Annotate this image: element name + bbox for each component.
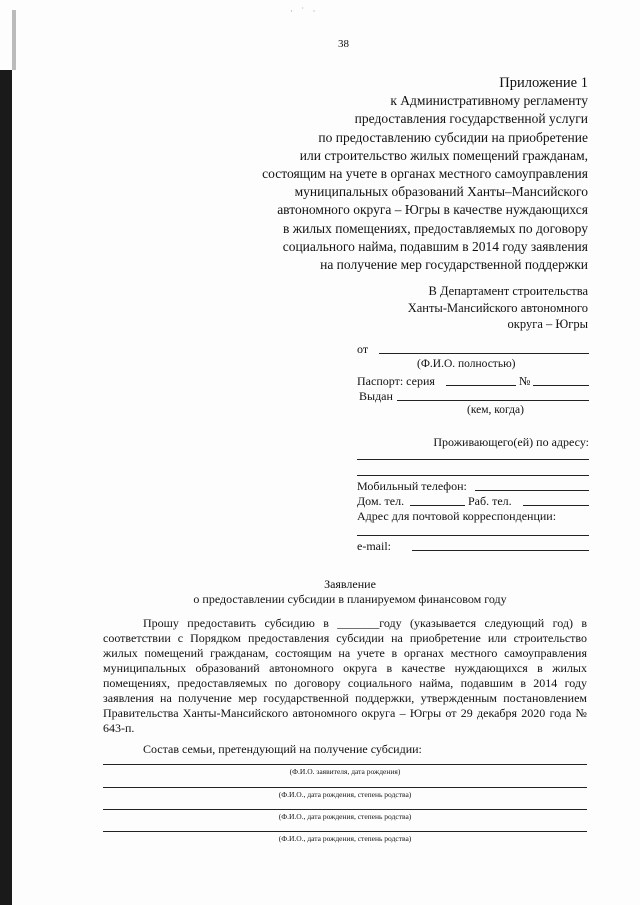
passport-series-field[interactable] xyxy=(446,374,516,386)
issued-row xyxy=(357,389,589,405)
page-number: 38 xyxy=(338,38,349,50)
scan-artifact: · ˙ · xyxy=(290,6,319,16)
family-field-member[interactable] xyxy=(103,831,587,832)
fio-hint: (Ф.И.О. полностью) xyxy=(417,358,516,370)
statement-body xyxy=(103,616,587,736)
family-field-member[interactable] xyxy=(103,809,587,810)
email-field[interactable] xyxy=(412,539,589,551)
scan-binding-edge xyxy=(0,70,12,905)
statement-paragraph: Прошу предоставить субсидию в _______году (указывается следующий год) в соответствии с Порядком предоставления субсидии на приобретение или строительство жилых помещений гражданам, состоящим на учете в органах местного самоуправления муниципальных образований автономного округа в качестве нуждающихся в жилых помещениях, предоставляемых по договору социального найма, подавшим в 2014 году заявления на получение мер государственной поддержки, утвержденным постановлением Правительства Ханты-Мансийского автономного округа – Югры от 29 декабря 2020 года № 643-п. xyxy=(103,616,587,735)
issued-field[interactable] xyxy=(397,389,589,401)
postal-field[interactable] xyxy=(357,524,589,536)
appendix-line: или строительство жилых помещений гражданам, xyxy=(299,147,588,163)
family-label: Состав семьи, претендующий на получение субсидии: xyxy=(143,742,422,756)
passport-row xyxy=(357,374,589,390)
address-field-2[interactable] xyxy=(357,464,589,476)
work-phone-field[interactable] xyxy=(523,494,589,506)
appendix-title: Приложение 1 xyxy=(499,75,588,91)
statement-heading xyxy=(90,577,610,607)
issued-label: Выдан xyxy=(359,389,393,403)
passport-number-label: № xyxy=(519,374,531,388)
appendix-line: на получение мер государственной поддержки xyxy=(320,257,588,273)
email-row xyxy=(357,539,589,555)
family-caption: (Ф.И.О., дата рождения, степень родства) xyxy=(278,812,412,821)
addressee-block xyxy=(328,283,588,333)
address-label: Проживающего(ей) по адресу: xyxy=(433,435,589,449)
work-phone-label: Раб. тел. xyxy=(468,494,512,508)
mobile-row xyxy=(357,479,589,495)
email-label: e-mail: xyxy=(357,539,391,553)
appendix-line: по предоставлению субсидии на приобретение xyxy=(318,129,588,145)
family-field-member[interactable] xyxy=(103,787,587,788)
family-caption: (Ф.И.О., дата рождения, степень родства) xyxy=(278,790,412,799)
from-label: от xyxy=(357,342,369,356)
scan-binding-mark xyxy=(12,10,16,70)
family-field-applicant[interactable] xyxy=(103,764,587,765)
appendix-line: предоставления государственной услуги xyxy=(354,111,588,127)
mobile-field[interactable] xyxy=(475,479,589,491)
issued-hint: (кем, когда) xyxy=(467,404,524,416)
family-caption: (Ф.И.О., дата рождения, степень родства) xyxy=(278,834,412,843)
appendix-line: к Административному регламенту xyxy=(390,93,588,109)
home-phone-field[interactable] xyxy=(410,494,465,506)
phones-row xyxy=(357,494,589,510)
addressee-line: округа – Югры xyxy=(507,317,588,331)
mobile-label: Мобильный телефон: xyxy=(357,479,467,493)
family-caption: (Ф.И.О. заявителя, дата рождения) xyxy=(289,767,401,776)
postal-label: Адрес для почтовой корреспонденции: xyxy=(357,509,557,523)
addressee-line: В Департамент строительства xyxy=(428,284,588,298)
from-row xyxy=(357,342,589,358)
passport-number-field[interactable] xyxy=(533,374,589,386)
appendix-line: автономного округа – Югры в качестве нуждающихся xyxy=(277,202,588,218)
statement-subtitle: о предоставлении субсидии в планируемом финансовом году xyxy=(193,592,507,606)
home-phone-label: Дом. тел. xyxy=(357,494,405,508)
appendix-line: социального найма, подавшим в 2014 году заявления xyxy=(282,238,588,254)
appendix-line: состоящим на учете в органах местного самоуправления xyxy=(262,166,588,182)
appendix-line: в жилых помещениях, предоставляемых по договору xyxy=(283,220,588,236)
statement-title: Заявление xyxy=(324,577,376,591)
address-field-1[interactable] xyxy=(357,448,589,460)
appendix-header xyxy=(168,74,588,274)
fio-field[interactable] xyxy=(379,342,589,354)
passport-label: Паспорт: серия xyxy=(357,374,435,388)
postal-row xyxy=(357,509,589,525)
addressee-line: Ханты-Мансийского автономного xyxy=(407,300,588,315)
appendix-line: муниципальных образований Ханты–Мансийского xyxy=(294,184,588,200)
